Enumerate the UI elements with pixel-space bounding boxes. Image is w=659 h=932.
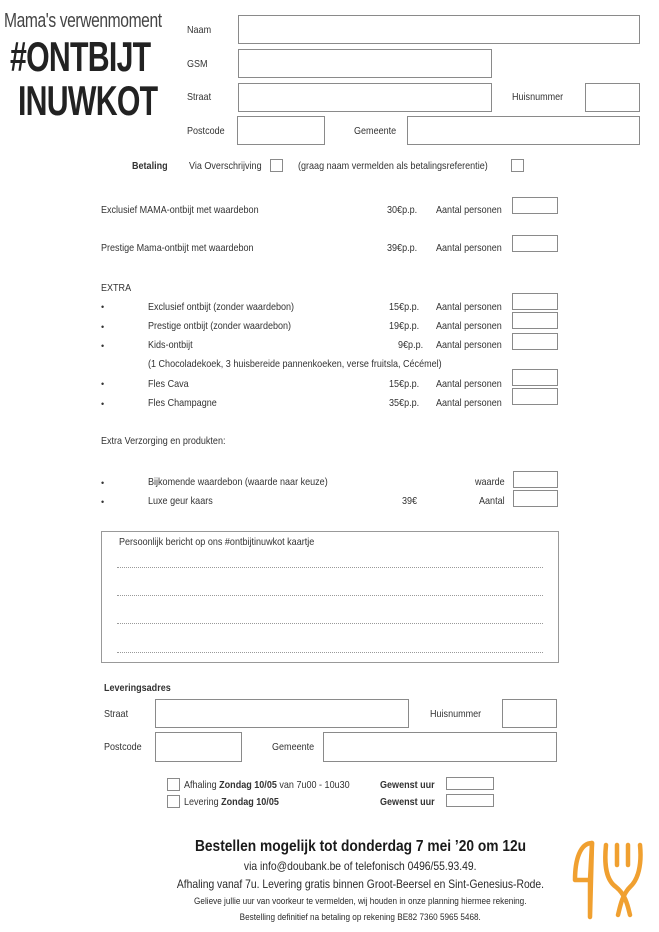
logo-line-2: INUWKOT: [18, 77, 158, 124]
naam-field[interactable]: [238, 15, 640, 44]
aantal-field[interactable]: [513, 490, 558, 507]
betaling-label: Betaling: [132, 160, 168, 172]
item-name: Prestige ontbijt (zonder waardebon): [148, 320, 292, 332]
delivery-straat-field[interactable]: [155, 699, 409, 728]
reference-checkbox[interactable]: [511, 159, 524, 172]
delivery-huisnummer-field[interactable]: [502, 699, 557, 728]
delivery-gemeente-label: Gemeente: [272, 741, 315, 753]
care-heading: Extra Verzorging en produkten:: [101, 435, 226, 447]
footer-pickup-info: Afhaling vanaf 7u. Levering gratis binnen Groot-Beersel en Sint-Genesius-Rode.: [176, 877, 544, 891]
afhaling-time-field[interactable]: [446, 777, 494, 790]
postcode-field[interactable]: [237, 116, 325, 145]
extra-heading: EXTRA: [101, 282, 132, 294]
message-label: Persoonlijk bericht op ons #ontbijtinuwkot kaartje: [119, 536, 315, 548]
gsm-label: GSM: [187, 58, 208, 70]
bullet: •: [101, 478, 105, 488]
item-price: 15€p.p.: [389, 301, 420, 313]
huisnummer-field[interactable]: [585, 83, 640, 112]
delivery-postcode-label: Postcode: [104, 741, 142, 753]
item-name: Bijkomende waardebon (waarde naar keuze): [148, 476, 328, 488]
product-price: 30€p.p.: [387, 204, 418, 216]
bullet: •: [101, 379, 105, 389]
message-line: [117, 623, 543, 624]
qty-field[interactable]: [512, 388, 558, 405]
naam-label: Naam: [187, 24, 212, 36]
qty-field[interactable]: [512, 235, 558, 252]
knife-fork-icon: [570, 835, 650, 920]
delivery-huisnummer-label: Huisnummer: [430, 708, 482, 720]
item-price: 15€p.p.: [389, 378, 420, 390]
qty-label: Aantal personen: [436, 378, 502, 390]
option-date: Zondag 10/05: [221, 796, 279, 808]
footer-headline: Bestellen mogelijk tot donderdag 7 mei ’20 om 12u: [194, 838, 526, 855]
qty-field[interactable]: [512, 293, 558, 310]
overschrijving-label: Via Overschrijving: [189, 160, 262, 172]
item-name: Kids-ontbijt: [148, 339, 193, 351]
qty-field[interactable]: [512, 369, 558, 386]
item-name: Luxe geur kaars: [148, 495, 213, 507]
qty-label: Aantal personen: [436, 301, 502, 313]
item-price: 19€p.p.: [389, 320, 420, 332]
qty-label: waarde: [475, 476, 505, 488]
qty-field[interactable]: [512, 312, 558, 329]
payment-note: (graag naam vermelden als betalingsreferentie): [298, 160, 488, 172]
huisnummer-label: Huisnummer: [512, 91, 564, 103]
logo-line-1: #ONTBIJT: [10, 33, 151, 80]
delivery-postcode-field[interactable]: [155, 732, 242, 762]
waarde-field[interactable]: [513, 471, 558, 488]
message-line: [117, 567, 543, 568]
option-prefix: Afhaling: [184, 779, 217, 791]
footer-contact: via info@doubank.be of telefonisch 0496/55.93.49.: [243, 859, 477, 873]
bullet: •: [101, 497, 105, 507]
item-name: Exclusief ontbijt (zonder waardebon): [148, 301, 295, 313]
levering-checkbox[interactable]: [167, 795, 180, 808]
qty-field[interactable]: [512, 333, 558, 350]
qty-label: Aantal: [479, 495, 505, 507]
gemeente-label: Gemeente: [354, 125, 397, 137]
qty-label: Aantal personen: [436, 320, 502, 332]
item-name: Fles Cava: [148, 378, 189, 390]
item-price: 9€p.p.: [398, 339, 424, 351]
item-price: 35€p.p.: [389, 397, 420, 409]
straat-label: Straat: [187, 91, 212, 103]
option-suffix: van 7u00 - 10u30: [279, 779, 350, 791]
qty-field[interactable]: [512, 197, 558, 214]
delivery-heading: Leveringsadres: [104, 682, 171, 694]
option-date: Zondag 10/05: [219, 779, 277, 791]
qty-label: Aantal personen: [436, 339, 502, 351]
postcode-label: Postcode: [187, 125, 225, 137]
gemeente-field[interactable]: [407, 116, 640, 145]
logo-tagline: Mama's verwenmoment: [4, 10, 162, 32]
product-price: 39€p.p.: [387, 242, 418, 254]
message-line: [117, 652, 543, 653]
footer-time-note: Gelieve jullie uur van voorkeur te vermelden, wij houden in onze planning hiermee rekening.: [193, 896, 527, 907]
delivery-straat-label: Straat: [104, 708, 129, 720]
message-box[interactable]: [101, 531, 559, 663]
gsm-field[interactable]: [238, 49, 492, 78]
item-name: Fles Champagne: [148, 397, 217, 409]
delivery-gemeente-field[interactable]: [323, 732, 557, 762]
kids-note: (1 Chocoladekoek, 3 huisbereide pannenkoeken, verse fruitsla, Cécémel): [148, 358, 442, 370]
levering-time-field[interactable]: [446, 794, 494, 807]
qty-label: Aantal personen: [436, 397, 502, 409]
qty-label: Aantal personen: [436, 204, 502, 216]
message-line: [117, 595, 543, 596]
product-name: Prestige Mama-ontbijt met waardebon: [101, 242, 254, 254]
gewenst-uur-label: Gewenst uur: [380, 779, 435, 791]
footer-bank-info: Bestelling definitief na betaling op rekening BE82 7360 5965 5468.: [239, 912, 481, 923]
gewenst-uur-label: Gewenst uur: [380, 796, 435, 808]
product-name: Exclusief MAMA-ontbijt met waardebon: [101, 204, 259, 216]
item-price: 39€: [402, 495, 418, 507]
qty-label: Aantal personen: [436, 242, 502, 254]
bullet: •: [101, 399, 105, 409]
bullet: •: [101, 322, 105, 332]
option-prefix: Levering: [184, 796, 219, 808]
straat-field[interactable]: [238, 83, 492, 112]
afhaling-checkbox[interactable]: [167, 778, 180, 791]
overschrijving-checkbox[interactable]: [270, 159, 283, 172]
bullet: •: [101, 302, 105, 312]
bullet: •: [101, 341, 105, 351]
